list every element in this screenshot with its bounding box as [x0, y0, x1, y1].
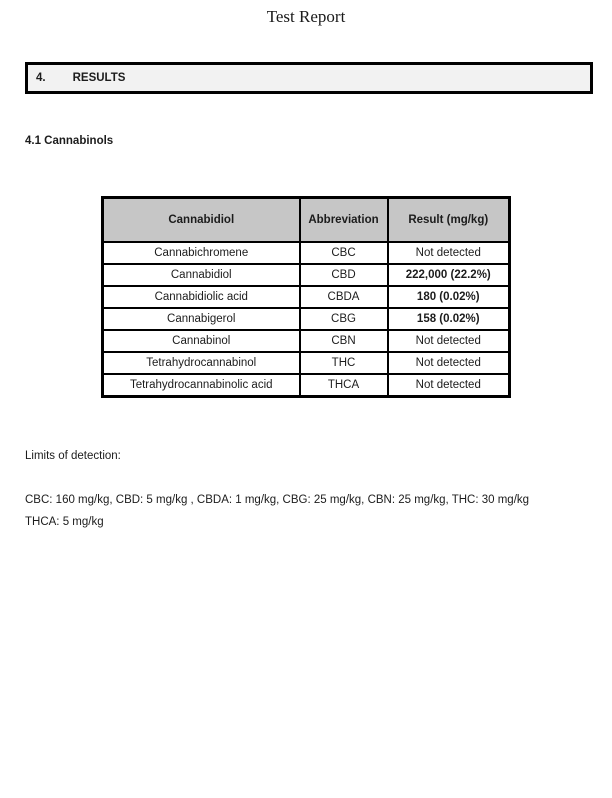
- document-title: Test Report: [266, 7, 346, 26]
- result-cell: Not detected: [388, 374, 510, 397]
- result-cell: Not detected: [388, 242, 510, 264]
- limits-of-detection-label: Limits of detection:: [25, 450, 121, 462]
- table-row: [103, 308, 510, 330]
- result-cell: 180 (0.02%): [388, 286, 510, 308]
- compound-name-cell: Cannabigerol: [103, 308, 300, 330]
- abbreviation-cell: THCA: [300, 374, 388, 397]
- subsection-title-cannabinols: 4.1 Cannabinols: [25, 135, 114, 147]
- table-row: [103, 352, 510, 374]
- compound-name-cell: Cannabidiolic acid: [103, 286, 300, 308]
- abbreviation-cell: THC: [300, 352, 388, 374]
- abbreviation-cell: CBN: [300, 330, 388, 352]
- compound-name-cell: Cannabidiol: [103, 264, 300, 286]
- compound-name-cell: Cannabinol: [103, 330, 300, 352]
- abbreviation-cell: CBC: [300, 242, 388, 264]
- abbreviation-cell: CBD: [300, 264, 388, 286]
- section-label: RESULTS: [72, 72, 126, 84]
- result-cell: Not detected: [388, 352, 510, 374]
- result-cell: 222,000 (22.2%): [388, 264, 510, 286]
- compound-name-cell: Tetrahydrocannabinol: [103, 352, 300, 374]
- limits-line-2: THCA: 5 mg/kg: [25, 516, 104, 528]
- table-row: [103, 286, 510, 308]
- limits-line-1: CBC: 160 mg/kg, CBD: 5 mg/kg , CBDA: 1 mg/kg, CBG: 25 mg/kg, CBN: 25 mg/kg, THC: 30 mg/kg: [25, 494, 530, 506]
- cannabinols-table-body: [103, 242, 510, 397]
- cannabinols-results-table: [101, 196, 511, 398]
- table-row: [103, 374, 510, 397]
- result-cell: Not detected: [388, 330, 510, 352]
- section-header-results: [25, 62, 593, 94]
- abbreviation-cell: CBG: [300, 308, 388, 330]
- table-row: [103, 242, 510, 264]
- limits-of-detection-values: [25, 489, 585, 533]
- table-header-row: [103, 198, 510, 243]
- column-header-abbreviation: Abbreviation: [300, 198, 388, 243]
- section-number: 4.: [36, 72, 46, 84]
- result-cell: 158 (0.02%): [388, 308, 510, 330]
- column-header-result: Result (mg/kg): [388, 198, 510, 243]
- column-header-cannabidiol: Cannabidiol: [103, 198, 300, 243]
- table-row: [103, 264, 510, 286]
- table-row: [103, 330, 510, 352]
- compound-name-cell: Tetrahydrocannabinolic acid: [103, 374, 300, 397]
- compound-name-cell: Cannabichromene: [103, 242, 300, 264]
- abbreviation-cell: CBDA: [300, 286, 388, 308]
